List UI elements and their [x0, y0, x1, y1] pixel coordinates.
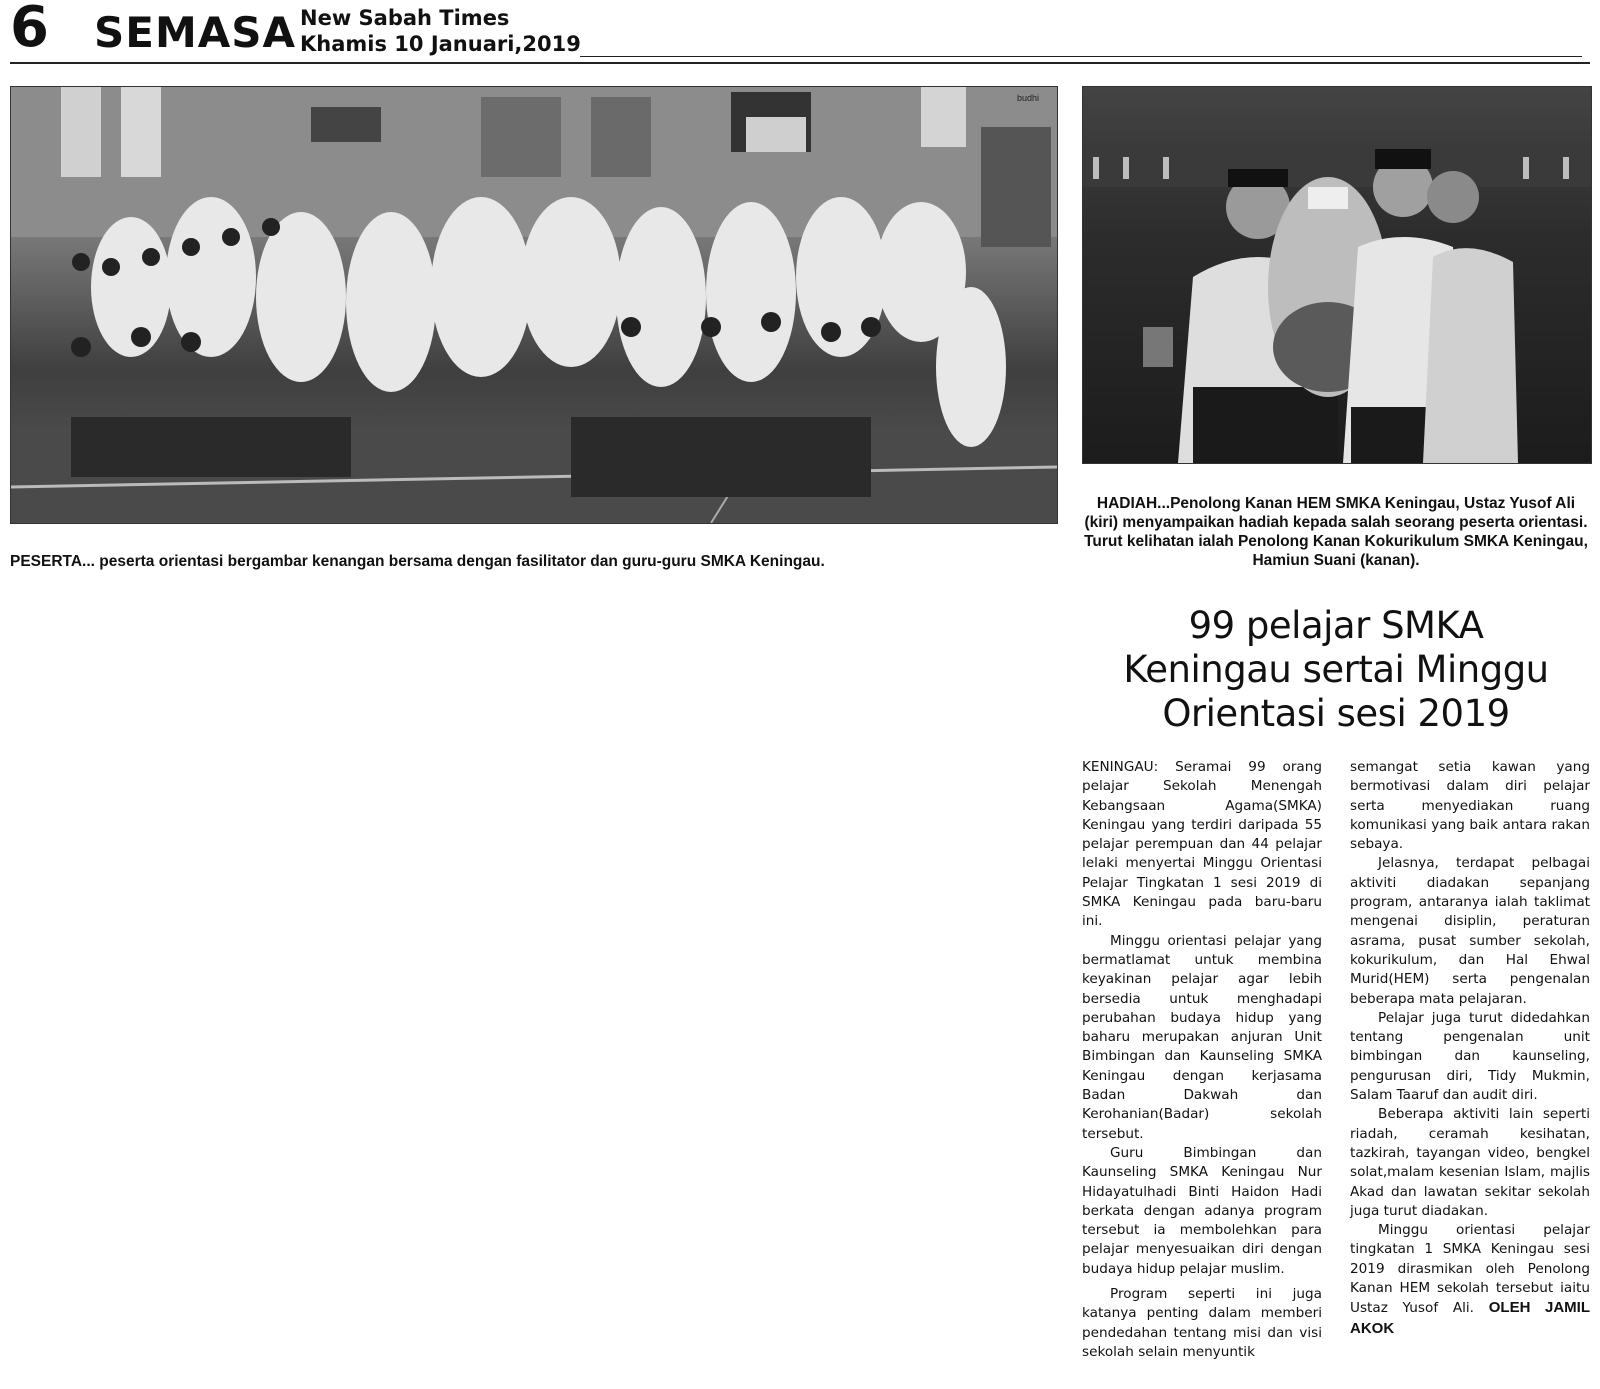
article-paragraph: Minggu orientasi pelajar tingkatan 1 SMKA Keningau sesi 2019 dirasmikan oleh Penolong Kanan HEM sekolah tersebut iaitu Ustaz Yusof Ali. — [1350, 1222, 1590, 1317]
article-column-2 — [1350, 758, 1590, 1339]
article-paragraph: Beberapa aktiviti lain seperti riadah, ceramah kesihatan, tazkirah, tayangan video, bengkel solat,malam kesenian Islam, majlis Akad dan lawatan sekitar sekolah juga turut diadakan. — [1350, 1106, 1590, 1219]
article-paragraph: semangat setia kawan yang bermotivasi dalam diri pelajar serta menyediakan ruang komunikasi yang baik antara rakan sebaya. — [1350, 759, 1590, 853]
prize-photo — [1082, 86, 1592, 464]
headline-line: Orientasi sesi 2019 — [1162, 692, 1510, 735]
page-number: 6 — [10, 0, 47, 60]
article-column-1 — [1082, 758, 1322, 1362]
headline-line: 99 pelajar SMKA — [1188, 604, 1484, 647]
article-final-paragraph — [1350, 1221, 1590, 1339]
prize-photo-illustration — [1083, 87, 1591, 463]
masthead — [10, 0, 1590, 60]
article-paragraph: Pelajar juga turut didedahkan tentang pengenalan unit bimbingan dan kaunseling, pengurusan diri, Tidy Mukmin, Salam Taaruf dan audit diri. — [1350, 1009, 1590, 1104]
newspaper-name: New Sabah Times — [300, 6, 510, 30]
header-divider — [10, 62, 1590, 64]
article-paragraph: Program seperti ini juga katanya penting dalam memberi pendedahan tentang misi dan visi sekolah selain menyuntik — [1082, 1286, 1322, 1360]
prize-photo-caption: HADIAH...Penolong Kanan HEM SMKA Keningau, Ustaz Yusof Ali (kiri) menyampaikan hadiah kepada salah seorang peserta orientasi. Turut kelihatan ialah Penolong Kanan Kokurikulum SMKA Keningau, Hamiun Suani (kanan). — [1084, 495, 1588, 569]
article-headline — [1082, 604, 1590, 736]
article-paragraph: KENINGAU: Seramai 99 orang pelajar Sekolah Menengah Kebangsaan Agama(SMKA) Keningau yang terdiri daripada 55 pelajar perempuan dan 44 pelajar lelaki menyertai Minggu Orientasi Pelajar Tingkatan 1 sesi 2019 di SMKA Keningau pada baru-baru ini. — [1082, 759, 1322, 930]
section-title: SEMASA — [94, 8, 296, 57]
article-paragraph: Guru Bimbingan dan Kaunseling SMKA Keningau Nur Hidayatulhadi Binti Haidon Hadi berkata dengan adanya program tersebut ia membolehkan para pelajar menyesuaikan diri dengan budaya hidup pelajar muslim. — [1082, 1144, 1322, 1277]
masthead-rule — [580, 56, 1582, 57]
article-byline: OLEH JAMIL AKOK — [1350, 1299, 1590, 1337]
headline-line: Keningau sertai Minggu — [1123, 648, 1549, 691]
photo-credit: budhi — [1016, 93, 1039, 103]
issue-date: Khamis 10 Januari,2019 — [300, 32, 581, 56]
article-paragraph: Minggu orientasi pelajar yang bermatlamat untuk membina keyakinan pelajar agar lebih bersedia untuk menghadapi perubahan budaya hidup yang baharu merupakan anjuran Unit Bimbingan dan Kaunseling SMKA Keningau dengan kerjasama Badan Dakwah dan Kerohanian(Badar) sekolah tersebut. — [1082, 932, 1322, 1142]
group-photo-illustration — [11, 87, 1057, 523]
article-paragraph: Jelasnya, terdapat pelbagai aktiviti diadakan sepanjang program, antaranya ialah taklimat mengenai disiplin, peraturan asrama, pusat sumber sekolah, kokurikulum, dan Hal Ehwal Murid(HEM) serta pengenalan beberapa mata pelajaran. — [1350, 855, 1590, 1007]
group-photo-caption: PESERTA... peserta orientasi bergambar kenangan bersama dengan fasilitator dan guru-guru SMKA Keningau. — [10, 553, 825, 570]
group-photo — [10, 86, 1058, 524]
